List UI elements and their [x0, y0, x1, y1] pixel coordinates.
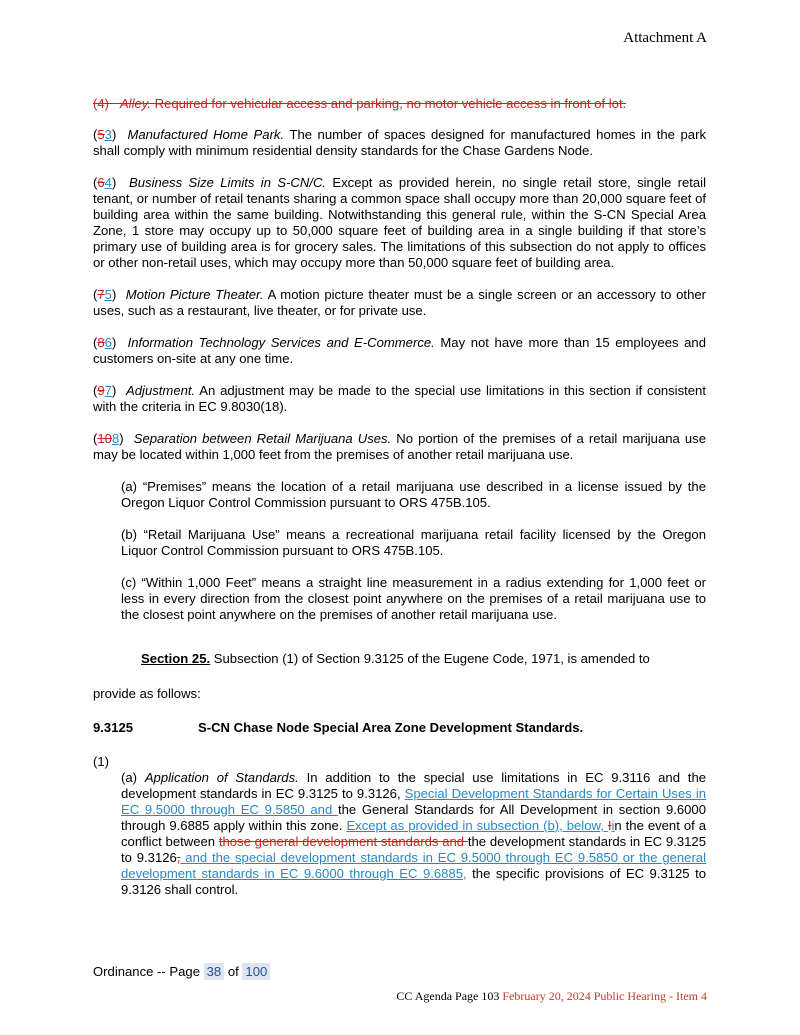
s1a-t3: n the event of a conflict between	[121, 818, 706, 849]
subsection-c-within-feet: (c) “Within 1,000 Feet” means a straight line measurement in a radius extending for 1,000 feet or less in every direction from the closest point anywhere on the premises of a retail marijuana use to the closest point anywhere on the premises of another retail marijuana use.	[121, 575, 706, 622]
agenda-page-text: CC Agenda Page 103	[396, 989, 503, 1003]
paragraph-5	[93, 127, 706, 159]
s1a-ins3: i	[611, 818, 615, 833]
code-heading	[93, 720, 706, 736]
paragraph-10	[93, 431, 706, 463]
paragraph-9	[93, 383, 706, 415]
subsection-1a	[121, 770, 706, 898]
paragraph-4-deleted	[93, 96, 706, 112]
s1a-del1: I	[607, 818, 612, 833]
s1a-lead: (a)	[121, 770, 145, 785]
p4-title: Alley.	[119, 96, 151, 111]
paragraph-7	[93, 287, 706, 319]
footer-label: Ordinance -- Page	[93, 964, 204, 979]
p6-text: Except as provided herein, no single retail store, single retail tenant, or number of retail tenants sharing a common space shall occupy more than 20,000 square feet of building area within the same building. Notwithstanding this general rule, within the S-CN Special Area Zone, 1 store may occupy up to 50,000 square feet of building area in a single building if that store’s primary use of building area is for grocery sales. The limitations of this subsection do not apply to offices or other non-retail uses, which may occupy more than 50,000 square feet of building area.	[93, 175, 706, 270]
p7-title: Motion Picture Theater.	[125, 287, 264, 302]
p7-del: 7	[97, 287, 105, 302]
paragraph-8	[93, 335, 706, 367]
p10-close: )	[119, 431, 124, 446]
p10-open: (	[93, 431, 98, 446]
p7-ins: 5	[104, 287, 112, 302]
ordinance-page-footer	[93, 964, 270, 979]
p6-close: )	[111, 175, 117, 190]
p9-text: An adjustment may be made to the special use limitations in this section if consistent with the criteria in EC 9.8030(18).	[93, 383, 706, 414]
section-25-label: Section 25.	[141, 651, 211, 666]
p10-del: 10	[97, 431, 112, 446]
page-total-field[interactable]: 100	[242, 963, 270, 980]
p10-title: Separation between Retail Marijuana Uses.	[133, 431, 392, 446]
p9-close: )	[111, 383, 117, 398]
p5-del: 5	[97, 127, 105, 142]
p6-del: 6	[97, 175, 105, 190]
p5-title: Manufactured Home Park.	[127, 127, 285, 142]
p4-text: Required for vehicular access and parking, no motor vehicle access in front of lot.	[150, 96, 627, 111]
p10-ins: 8	[111, 431, 120, 446]
p5-close: )	[111, 127, 117, 142]
p5-text: The number of spaces designed for manufactured homes in the park shall comply with minimum residential density standards for the Chase Gardens Node.	[93, 127, 706, 158]
p7-close: )	[111, 287, 117, 302]
p7-open: (	[93, 287, 98, 302]
document-body	[93, 96, 706, 898]
section-25-text: Subsection (1) of Section 9.3125 of the Eugene Code, 1971, is amended to	[210, 651, 650, 666]
subsection-1-number: (1)	[93, 754, 110, 769]
p5-open: (	[93, 127, 98, 142]
section-25-continuation: provide as follows:	[93, 686, 201, 701]
paragraph-6	[93, 175, 706, 271]
p8-del: 8	[97, 335, 105, 350]
s1a-t1: In addition to the special use limitations in EC 9.3116 and the development standards in EC 9.3125 to 9.3126,	[121, 770, 707, 801]
s1a-t2: the General Standards for All Development in section 9.6000 through 9.6885 apply within this zone.	[121, 802, 706, 833]
code-number: 9.3125	[93, 720, 134, 735]
p9-open: (	[93, 383, 98, 398]
attachment-header: Attachment A	[623, 30, 707, 46]
s1a-del2: those general development standards and	[218, 834, 468, 849]
p8-ins: 6	[104, 335, 112, 350]
s1a-ins2: Except as provided in subsection (b), below,	[346, 818, 608, 833]
s1a-t5: the specific provisions of EC 9.3125 to 9.3126 shall control.	[121, 866, 706, 897]
code-title: S-CN Chase Node Special Area Zone Development Standards.	[198, 720, 584, 735]
s1a-ins4: and the special development standards in EC 9.5000 through EC 9.5850 or the general development standards in EC 9.6000 through EC 9.6885,	[121, 850, 706, 881]
agenda-hearing-text: February 20, 2024 Public Hearing - Item 4	[502, 989, 707, 1003]
agenda-footer	[396, 989, 707, 1004]
subsection-b-retail-use: (b) “Retail Marijuana Use” means a recreational marijuana retail facility licensed by the Oregon Liquor Control Commission pursuant to ORS 475B.105.	[121, 527, 706, 558]
p9-del: 9	[97, 383, 105, 398]
p7-text: A motion picture theater must be a single screen or an accessory to other uses, such as a restaurant, live theater, or for private use.	[93, 287, 706, 318]
p8-text: May not have more than 15 employees and customers on-site at any one time.	[93, 335, 706, 366]
s1a-del3: ,	[176, 850, 181, 865]
p6-title: Business Size Limits in S-CN/C.	[129, 175, 327, 190]
p4-num: (4)	[93, 96, 110, 111]
p6-ins: 4	[104, 175, 112, 190]
p5-ins: 3	[104, 127, 112, 142]
p9-ins: 7	[104, 383, 112, 398]
p10-text: No portion of the premises of a retail marijuana use may be located within 1,000 feet from the premises of another retail marijuana use.	[93, 431, 706, 462]
footer-of: of	[224, 964, 243, 979]
s1a-ins1: Special Development Standards for Certain Uses in EC 9.5000 through EC 9.5850 and	[121, 786, 707, 817]
section-25-intro	[141, 651, 706, 667]
p9-title: Adjustment.	[126, 383, 196, 398]
subsection-a-premises: (a) “Premises” means the location of a retail marijuana use described in a license issued by the Oregon Liquor Control Commission pursuant to ORS 475B.105.	[121, 479, 706, 510]
p6-open: (	[93, 175, 98, 190]
p8-open: (	[93, 335, 98, 350]
page-number-field[interactable]: 38	[204, 963, 225, 980]
p8-title: Information Technology Services and E-Commerce.	[127, 335, 435, 350]
p8-close: )	[111, 335, 117, 350]
s1a-t4: the development standards in EC 9.3125 to 9.3126	[121, 834, 706, 865]
s1a-title: Application of Standards.	[144, 770, 299, 785]
